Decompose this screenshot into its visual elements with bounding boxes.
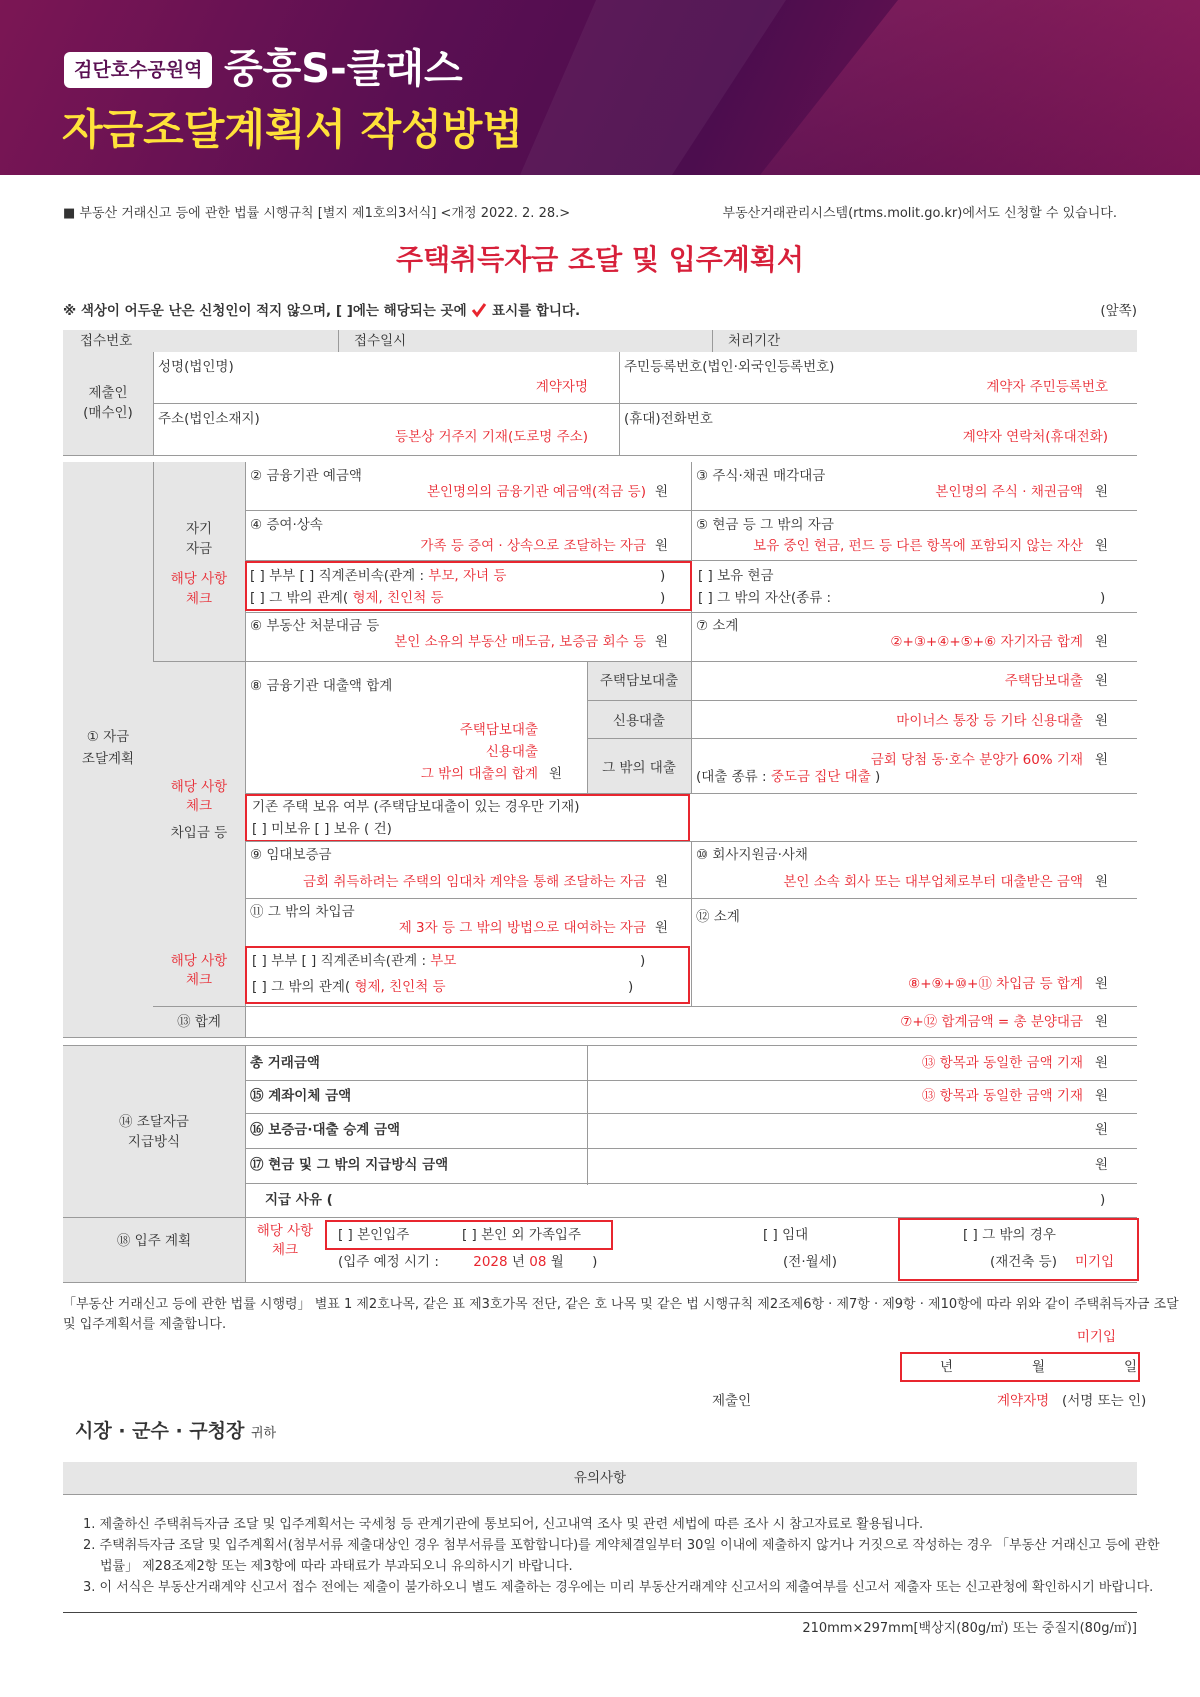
existing-house-label: 기존 주택 보유 여부 (주택담보대출이 있는 경우만 기재) (252, 799, 580, 815)
address-value[interactable]: 등본상 거주지 기재(도로명 주소) (395, 429, 588, 445)
won-unit: 원 (655, 484, 669, 500)
borrow-check-box (245, 946, 690, 1004)
own-funds-label-sub: 자금 (185, 541, 213, 557)
mortgage-value[interactable]: 주택담보대출 (1004, 673, 1083, 689)
loan-left-other: 그 밖의 대출의 합계 (420, 766, 538, 782)
declaration-line2: 및 입주계획서를 제출합니다. (63, 1317, 227, 1332)
realestate-value[interactable]: 본인 소유의 부동산 매도금, 보증금 회수 등 (394, 634, 646, 650)
gift-check-box (245, 561, 692, 611)
submitter-label: 제출인 (88, 385, 128, 401)
lease-label: ⑨ 임대보증금 (250, 847, 332, 863)
check-note-borrow: 해당 사항 (170, 779, 228, 795)
date-day[interactable]: 일 (1124, 1359, 1138, 1375)
move-in-expected: (입주 예정 시기 : 2028 년 08 월 ) (338, 1254, 598, 1270)
page-title: 자금조달계획서 작성방법 (62, 105, 523, 154)
own-funds-label: 자기 (185, 521, 213, 537)
loan-item-other: 그 밖의 대출 (602, 760, 676, 776)
header-banner (0, 0, 1200, 175)
move-in-label: ⑱ 입주 계획 (116, 1233, 192, 1249)
date-month[interactable]: 월 (1032, 1359, 1046, 1375)
sign-label: (서명 또는 인) (1062, 1393, 1147, 1409)
submitter-name-bottom[interactable]: 계약자명 (997, 1393, 1050, 1409)
won-unit: 원 (655, 920, 669, 936)
succession-label: ⑯ 보증금·대출 승계 금액 (250, 1122, 401, 1138)
won-unit: 원 (1095, 976, 1109, 992)
reason-label: 지급 사유 ( (265, 1192, 333, 1208)
existing-house-box (245, 794, 690, 842)
cash-value[interactable]: 보유 중인 현금, 펀드 등 다른 항목에 포함되지 않는 자산 (753, 538, 1083, 554)
other-borrow-value[interactable]: 제 3자 등 그 밖의 방법으로 대여하는 자금 (398, 920, 646, 936)
gift-other-check[interactable]: [ ] 그 밖의 관계( 형제, 친인척 등 (250, 590, 444, 606)
won-unit: 원 (1095, 538, 1109, 554)
payment-label: ⑭ 조달자금 (119, 1114, 189, 1130)
address-label: 주소(법인소재지) (158, 411, 260, 427)
name-label: 성명(법인명) (158, 359, 234, 375)
move-in-check-note-sub: 체크 (271, 1242, 299, 1258)
reception-date: 접수일시 (354, 333, 407, 349)
reception-no: 접수번호 (80, 333, 133, 349)
declaration-line1: 「부동산 거래신고 등에 관한 법률 시행령」 별표 1 제2호나목, 같은 표 제3호가목 전단, 같은 호 나목 및 같은 법 시행규칙 제2조제6항 · 제7항 · 제9항 · 제10항에 따라 위와 같이 주택취득자금 조달 (63, 1297, 1179, 1312)
lease-move-in-sub: (전·월세) (783, 1254, 837, 1270)
borrow-relation-check[interactable]: [ ] 부부 [ ] 직계존비속(관계 : 부모 (252, 953, 457, 969)
check-note-own: 해당 사항 (170, 571, 228, 587)
note-item: 1. 제출하신 주택취득자금 조달 및 입주계획서는 국세청 등 관계기관에 통보되어, 신고내역 조사 및 관련 세법에 따른 조사 시 참고자료로 활용됩니다. (83, 1517, 924, 1532)
won-unit: 원 (1095, 634, 1109, 650)
check-note-borrow2-sub: 체크 (185, 972, 213, 988)
station-badge: 검단호수공원역 (64, 52, 212, 88)
submitter-label-bottom: 제출인 (712, 1393, 752, 1409)
cash-other-check[interactable]: [ ] 그 밖의 자산(종류 : (698, 590, 832, 606)
move-in-label-cell (63, 1218, 245, 1282)
move-in-month[interactable]: 08 (529, 1254, 547, 1270)
phone-label: (휴대)전화번호 (624, 411, 713, 427)
checkmark-icon (471, 302, 487, 318)
self-move-in-check[interactable]: [ ] 본인입주 (338, 1227, 410, 1243)
addressee: 시장 · 군수 · 구청장 귀하 (75, 1420, 277, 1442)
other-borrow-label: ⑪ 그 밖의 차입금 (250, 904, 355, 920)
borrow-label: 차입금 등 (170, 825, 228, 841)
subtotal2-label: ⑫ 소계 (696, 909, 740, 925)
id-value[interactable]: 계약자 주민등록번호 (986, 379, 1108, 395)
family-move-in-check[interactable]: [ ] 본인 외 가족입주 (462, 1227, 581, 1243)
total-trade-label: 총 거래금액 (250, 1055, 320, 1071)
form-title: 주택취득자금 조달 및 입주계획서 (396, 243, 804, 276)
header-decoration (760, 0, 1200, 175)
note-item: 2. 주택취득자금 조달 및 입주계획서(첨부서류 제출대상인 경우 첨부서류를 포함합니다)를 계약체결일부터 30일 이내에 제출하지 않거나 거짓으로 작성하는 경우 「부동산 거래신고 등에 관한 (83, 1538, 1160, 1553)
note-item: 법률」 제28조제2항 또는 제3항에 따라 과태료가 부과되오니 유의하시기 바랍니다. (100, 1559, 573, 1574)
processing-period: 처리기간 (728, 333, 781, 349)
won-unit: 원 (1095, 1157, 1109, 1173)
check-note-borrow2: 해당 사항 (170, 953, 228, 969)
deposit-label: ② 금융기관 예금액 (250, 468, 362, 484)
date-note: 미기입 (1076, 1329, 1116, 1345)
deposit-value[interactable]: 본인명의의 금융기관 예금액(적금 등) (426, 484, 646, 500)
stock-label: ③ 주식·채권 매각대금 (696, 468, 826, 484)
loan-left-credit: 신용대출 (485, 744, 538, 760)
own-funds-cell (153, 462, 245, 662)
won-unit: 원 (655, 874, 669, 890)
funding-label-sub: 조달계획 (81, 751, 135, 767)
won-unit: 원 (1095, 484, 1109, 500)
gift-label: ④ 증여·상속 (250, 517, 323, 533)
total-label: ⑬ 합계 (177, 1014, 221, 1030)
date-box (900, 1352, 1140, 1382)
gift-relation-check[interactable]: [ ] 부부 [ ] 직계존비속(관계 : 부모, 자녀 등 (250, 568, 507, 584)
close-paren: ) (1100, 1192, 1106, 1208)
won-unit: 원 (1095, 752, 1109, 768)
brand-logo: 중흥S-클래스 (224, 46, 463, 92)
won-unit: 원 (1095, 1055, 1109, 1071)
payment-label-cell (63, 1045, 245, 1217)
note-item: 3. 이 서식은 부동산거래계약 신고서 접수 전에는 제출이 불가하오니 별도 제출하는 경우에는 미리 부동산거래계약 신고서의 제출여부를 신고서 제출자 또는 신고관청에 확인하시기 바랍니다. (83, 1580, 1154, 1595)
paper-spec: 210mm×297mm[백상지(80g/㎡) 또는 중질지(80g/㎡)] (802, 1621, 1137, 1636)
other-loan-value[interactable]: 금회 당첨 동·호수 분양가 60% 기재 (870, 752, 1083, 768)
online-note: 부동산거래관리시스템(rtms.molit.go.kr)에서도 신청할 수 있습니다. (722, 206, 1117, 221)
total-value[interactable]: ⑦+⑫ 합계금액 = 총 분양대금 (900, 1014, 1083, 1030)
company-value[interactable]: 본인 소속 회사 또는 대부업체로부터 대출받은 금액 (783, 874, 1083, 890)
stock-value[interactable]: 본인명의 주식 · 채권금액 (935, 484, 1083, 500)
loan-label: ⑧ 금융기관 대출액 합계 (250, 678, 393, 694)
cash-other-label: ⑰ 현금 및 그 밖의 지급방식 금액 (250, 1157, 449, 1173)
cash-hold-check[interactable]: [ ] 보유 현금 (698, 568, 774, 584)
law-note: ■ 부동산 거래신고 등에 관한 법률 시행규칙 [별지 제1호의3서식] <개정 2022. 2. 28.> (63, 206, 571, 221)
won-unit: 원 (1095, 1088, 1109, 1104)
won-unit: 원 (1095, 874, 1109, 890)
loan-left-mortgage: 주택담보대출 (459, 722, 538, 738)
funding-label: ① 자금 (86, 729, 130, 745)
loan-item-mortgage: 주택담보대출 (599, 673, 679, 689)
close-paren: ) (660, 590, 666, 606)
cash-label: ⑤ 현금 등 그 밖의 자금 (696, 517, 834, 533)
won-unit: 원 (1095, 713, 1109, 729)
won-unit: 원 (1095, 673, 1109, 689)
other-move-in-check[interactable]: [ ] 그 밖의 경우 (963, 1227, 1056, 1243)
transfer-value[interactable]: ⑬ 항목과 동일한 금액 기재 (921, 1088, 1083, 1104)
move-in-check-note: 해당 사항 (256, 1223, 314, 1239)
total-trade-value[interactable]: ⑬ 항목과 동일한 금액 기재 (921, 1055, 1083, 1071)
name-value[interactable]: 계약자명 (535, 379, 588, 395)
realestate-label: ⑥ 부동산 처분대금 등 (250, 618, 380, 634)
lease-value[interactable]: 금회 취득하려는 주택의 임대차 계약을 통해 조달하는 자금 (302, 874, 646, 890)
close-paren: ) (640, 953, 646, 969)
instruction: ※ 색상이 어두운 난은 신청인이 적지 않으며, [ ]에는 해당되는 곳에 표시를 합니다. (63, 303, 581, 319)
phone-value[interactable]: 계약자 연락처(휴대전화) (962, 429, 1108, 445)
move-in-year[interactable]: 2028 (473, 1254, 508, 1270)
check-note-borrow-sub: 체크 (185, 798, 213, 814)
loan-item-credit: 신용대출 (612, 713, 666, 729)
won-unit: 원 (549, 766, 563, 782)
gift-value[interactable]: 가족 등 증여 · 상속으로 조달하는 자금 (420, 538, 646, 554)
won-unit: 원 (655, 634, 669, 650)
reception-row (63, 330, 1137, 352)
check-note-own-sub: 체크 (185, 591, 213, 607)
credit-value[interactable]: 마이너스 통장 등 기타 신용대출 (896, 713, 1083, 729)
close-paren: ) (660, 568, 666, 584)
won-unit: 원 (1095, 1014, 1109, 1030)
won-unit: 원 (655, 538, 669, 554)
lease-move-in-check[interactable]: [ ] 임대 (763, 1227, 809, 1243)
subtotal1-label: ⑦ 소계 (696, 618, 739, 634)
close-paren: ) (1100, 590, 1106, 606)
close-paren: ) (628, 979, 634, 995)
subtotal2-value[interactable]: ⑧+⑨+⑩+⑪ 차입금 등 합계 (908, 976, 1083, 992)
won-unit: 원 (1095, 1122, 1109, 1138)
date-year[interactable]: 년 (940, 1359, 954, 1375)
existing-house-options[interactable]: [ ] 미보유 [ ] 보유 ( 건) (252, 821, 392, 837)
other-move-in-note: 미기입 (1075, 1254, 1115, 1270)
company-label: ⑩ 회사지원금·사채 (696, 847, 808, 863)
loan-type: (대출 종류 : 중도금 집단 대출 ) (696, 769, 881, 785)
submitter-label-sub: (매수인) (83, 405, 133, 421)
subtotal1-value[interactable]: ②+③+④+⑤+⑥ 자기자금 합계 (890, 634, 1083, 650)
front-side-label: (앞쪽) (1100, 303, 1137, 319)
transfer-label: ⑮ 계좌이체 금액 (250, 1088, 352, 1104)
other-move-in-sub: (재건축 등) (990, 1254, 1057, 1270)
borrow-other-check[interactable]: [ ] 그 밖의 관계( 형제, 친인척 등 (252, 979, 446, 995)
notes-title: 유의사항 (573, 1470, 627, 1486)
payment-label-sub: 지급방식 (127, 1134, 181, 1150)
id-label: 주민등록번호(법인·외국인등록번호) (624, 359, 835, 375)
